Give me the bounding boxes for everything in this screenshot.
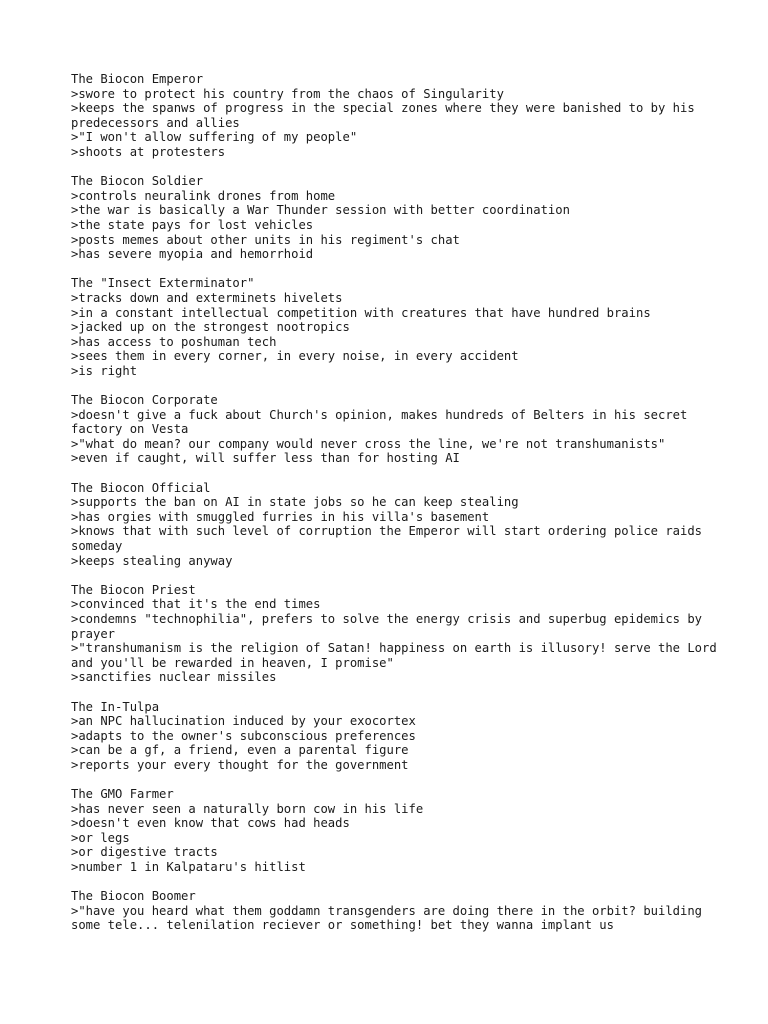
greentext-line: >"transhumanism is the religion of Satan! happiness on earth is illusory! serve the Lord and you'll be rewarded in heaven, I promise" [71, 641, 725, 670]
section [71, 787, 721, 875]
greentext-line: >number 1 in Kalpataru's hitlist [71, 860, 306, 875]
greentext-line: >the state pays for lost vehicles [71, 217, 314, 232]
greentext-line: >or legs [71, 830, 130, 845]
greentext-line: >adapts to the owner's subconscious preferences [71, 728, 416, 743]
greentext-line: >can be a gf, a friend, even a parental figure [71, 743, 409, 758]
greentext-line: >knows that with such level of corruption the Emperor will start ordering police raids someday [71, 524, 710, 553]
section-heading: The In-Tulpa [71, 699, 160, 714]
greentext-line: >an NPC hallucination induced by your exocortex [71, 714, 416, 729]
greentext-line: >swore to protect his country from the chaos of Singularity [71, 86, 504, 101]
section [71, 889, 721, 933]
section [71, 700, 721, 773]
section [71, 393, 721, 466]
section [71, 174, 721, 262]
section-heading: The Biocon Official [71, 480, 211, 495]
greentext-line: >has orgies with smuggled furries in his villa's basement [71, 509, 490, 524]
section [71, 582, 725, 685]
greentext-line: >supports the ban on AI in state jobs so he can keep stealing [71, 495, 519, 510]
greentext-line: >doesn't give a fuck about Church's opinion, makes hundreds of Belters in his secret factory on Vesta [71, 407, 695, 437]
section [71, 276, 721, 378]
section-heading: The Biocon Emperor [71, 72, 204, 86]
greentext-line: >has never seen a naturally born cow in his life [71, 801, 424, 816]
section-heading: The Biocon Boomer [71, 889, 196, 904]
section-heading: The Biocon Priest [71, 582, 196, 597]
greentext-line: >in a constant intellectual competition with creatures that have hundred brains [71, 305, 651, 320]
section-heading: The "Insect Exterminator" [71, 276, 255, 291]
greentext-line: >shoots at protesters [71, 144, 226, 159]
section [71, 481, 721, 569]
greentext-line: >jacked up on the strongest nootropics [71, 320, 350, 335]
section [71, 72, 721, 160]
greentext-line: >has severe myopia and hemorrhoid [71, 247, 314, 262]
greentext-line: >"have you heard what them goddamn transgenders are doing there in the orbit? building some tele... telenilation reciever or something! bet they wanna implant us [71, 903, 710, 933]
document-body [71, 72, 725, 948]
greentext-line: >keeps stealing anyway [71, 553, 233, 568]
greentext-line: >keeps the spanws of progress in the special zones where they were banished to by his predecessors and allies [71, 101, 703, 130]
section-heading: The Biocon Corporate [71, 393, 218, 408]
section-heading: The Biocon Soldier [71, 174, 204, 189]
greentext-line: >has access to poshuman tech [71, 334, 277, 349]
greentext-line: >reports your every thought for the government [71, 757, 409, 772]
greentext-line: >the war is basically a War Thunder session with better coordination [71, 203, 570, 218]
greentext-line: >is right [71, 363, 138, 378]
greentext-line: >convinced that it's the end times [71, 597, 321, 612]
greentext-line: >condemns "technophilia", prefers to solve the energy crisis and superbug epidemics by prayer [71, 611, 710, 641]
greentext-line: >posts memes about other units in his regiment's chat [71, 232, 460, 247]
greentext-line: >sees them in every corner, in every noise, in every accident [71, 349, 519, 364]
greentext-line: >sanctifies nuclear missiles [71, 670, 277, 685]
greentext-line: >tracks down and exterminets hivelets [71, 290, 343, 305]
section-heading: The GMO Farmer [71, 787, 174, 802]
greentext-line: >"I won't allow suffering of my people" [71, 130, 358, 145]
greentext-line: >controls neuralink drones from home [71, 188, 336, 203]
greentext-line: >doesn't even know that cows had heads [71, 816, 350, 831]
greentext-line: >"what do mean? our company would never cross the line, we're not transhumanists" [71, 436, 666, 451]
greentext-line: >or digestive tracts [71, 845, 218, 860]
greentext-line: >even if caught, will suffer less than for hosting AI [71, 451, 460, 466]
